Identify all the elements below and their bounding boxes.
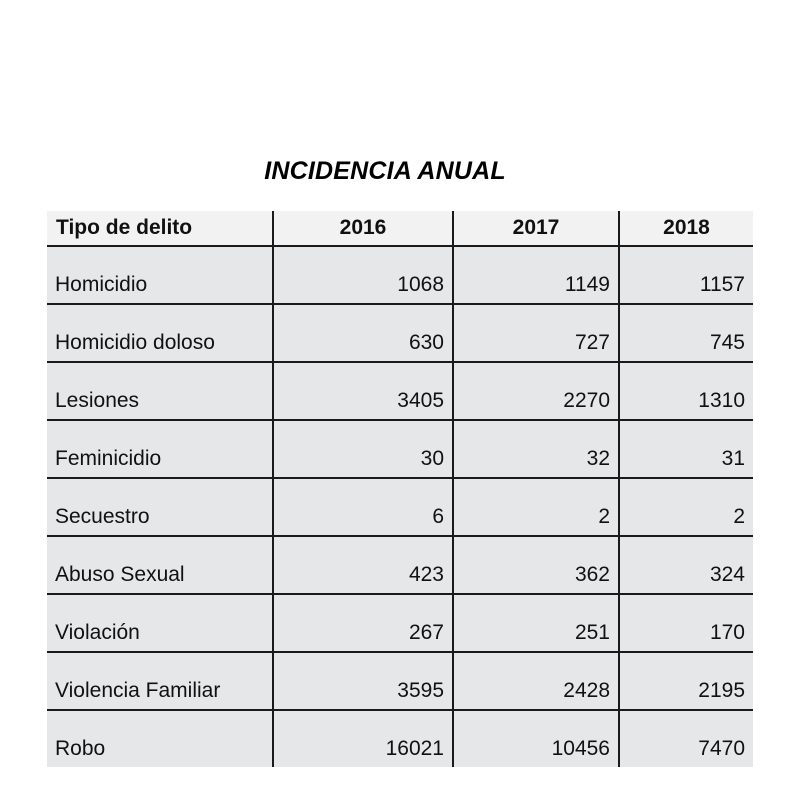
cell-value-2016: 6 bbox=[273, 478, 453, 536]
cell-value-2016: 267 bbox=[273, 594, 453, 652]
header-row bbox=[47, 211, 753, 246]
cell-value-2017: 251 bbox=[453, 594, 619, 652]
cell-value-2017: 10456 bbox=[453, 710, 619, 767]
cell-value-2017: 2270 bbox=[453, 362, 619, 420]
row-label: Abuso Sexual bbox=[47, 536, 273, 594]
cell-value-2016: 630 bbox=[273, 304, 453, 362]
row-label: Lesiones bbox=[47, 362, 273, 420]
header-year-2018: 2018 bbox=[619, 211, 753, 246]
row-label: Violencia Familiar bbox=[47, 652, 273, 710]
chart-title: INCIDENCIA ANUAL bbox=[264, 157, 506, 185]
row-label: Homicidio bbox=[47, 246, 273, 304]
cell-value-2017: 727 bbox=[453, 304, 619, 362]
cell-value-2017: 1149 bbox=[453, 246, 619, 304]
cell-value-2017: 32 bbox=[453, 420, 619, 478]
header-year-2016: 2016 bbox=[273, 211, 453, 246]
table-row bbox=[47, 594, 753, 652]
cell-value-2018: 2195 bbox=[619, 652, 753, 710]
header-crime-type: Tipo de delito bbox=[47, 211, 273, 246]
cell-value-2018: 7470 bbox=[619, 710, 753, 767]
cell-value-2016: 30 bbox=[273, 420, 453, 478]
table-row bbox=[47, 304, 753, 362]
table-row bbox=[47, 536, 753, 594]
cell-value-2018: 170 bbox=[619, 594, 753, 652]
cell-value-2018: 745 bbox=[619, 304, 753, 362]
table-row bbox=[47, 420, 753, 478]
cell-value-2016: 1068 bbox=[273, 246, 453, 304]
cell-value-2018: 1310 bbox=[619, 362, 753, 420]
cell-value-2016: 3595 bbox=[273, 652, 453, 710]
row-label: Homicidio doloso bbox=[47, 304, 273, 362]
cell-value-2016: 16021 bbox=[273, 710, 453, 767]
cell-value-2016: 423 bbox=[273, 536, 453, 594]
cell-value-2018: 324 bbox=[619, 536, 753, 594]
row-label: Secuestro bbox=[47, 478, 273, 536]
incidence-table bbox=[47, 211, 753, 767]
cell-value-2017: 362 bbox=[453, 536, 619, 594]
cell-value-2018: 31 bbox=[619, 420, 753, 478]
cell-value-2018: 2 bbox=[619, 478, 753, 536]
cell-value-2018: 1157 bbox=[619, 246, 753, 304]
table-row bbox=[47, 362, 753, 420]
header-year-2017: 2017 bbox=[453, 211, 619, 246]
table-row bbox=[47, 246, 753, 304]
row-label: Violación bbox=[47, 594, 273, 652]
table-row bbox=[47, 710, 753, 767]
table-row bbox=[47, 652, 753, 710]
cell-value-2017: 2428 bbox=[453, 652, 619, 710]
cell-value-2016: 3405 bbox=[273, 362, 453, 420]
table-row bbox=[47, 478, 753, 536]
row-label: Feminicidio bbox=[47, 420, 273, 478]
row-label: Robo bbox=[47, 710, 273, 767]
cell-value-2017: 2 bbox=[453, 478, 619, 536]
